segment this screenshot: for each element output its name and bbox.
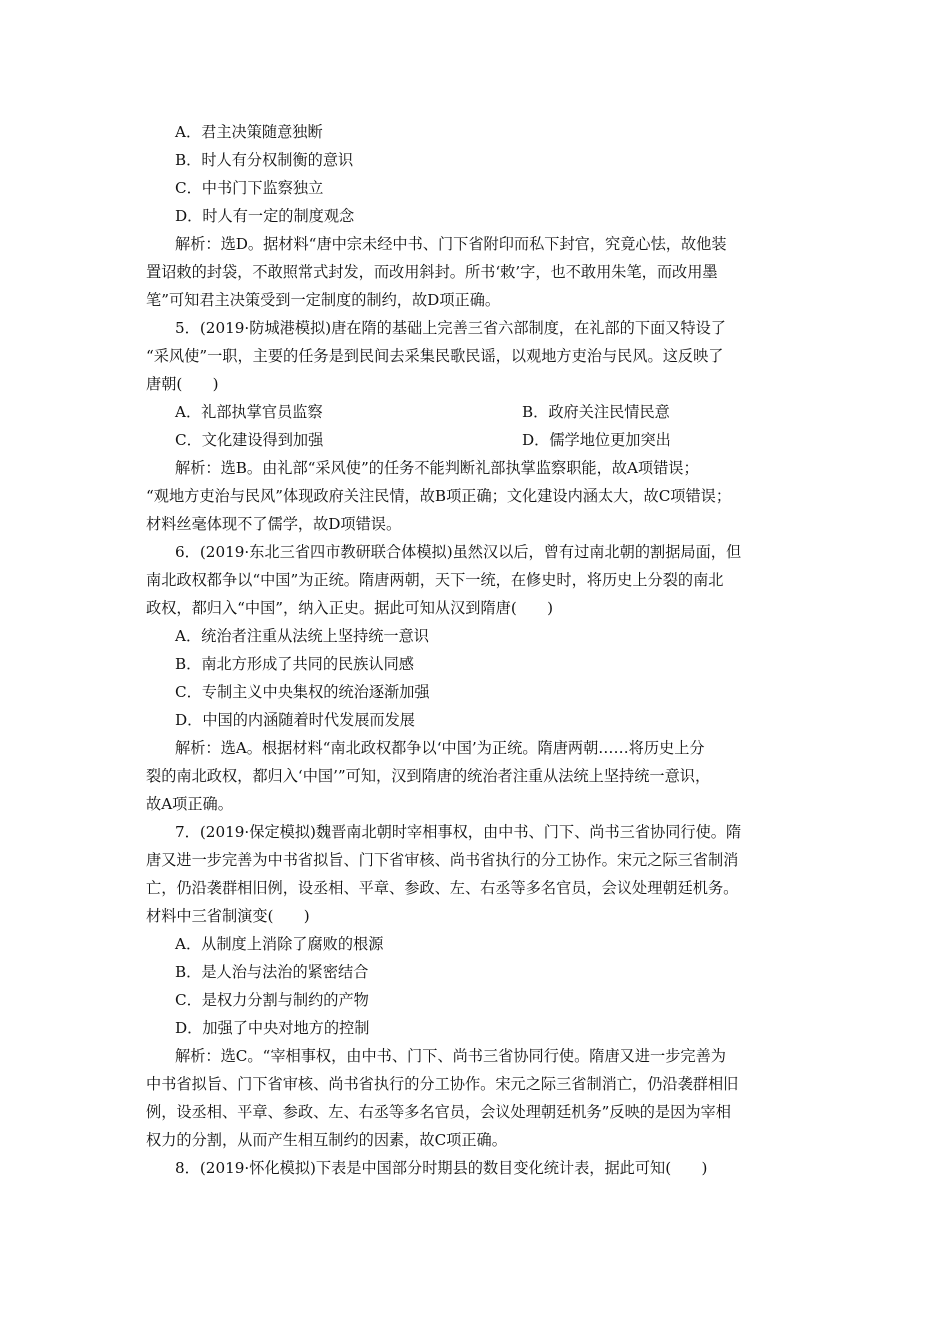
option-text: D．儒学地位更加突出 — [522, 431, 671, 449]
paragraph-line: 8．(2019·怀化模拟)下表是中国部分时期县的数目变化统计表，据此可知( ) — [175, 1159, 708, 1177]
option-text: C．专制主义中央集权的统治逐渐加强 — [175, 683, 430, 701]
option-row — [146, 398, 806, 426]
option-text: A．统治者注重从法统上坚持统一意识 — [175, 627, 429, 645]
paragraph-line: 中书省拟旨、门下省审核、尚书省执行的分工协作。宋元之际三省制消亡，仍沿袭群相旧 — [146, 1075, 739, 1093]
paragraph-line: 解析：选B。由礼部“采风使”的任务不能判断礼部执掌监察职能，故A项错误； — [175, 459, 699, 477]
paragraph-line: “观地方吏治与民风”体现政府关注民情，故B项正确；文化建设内涵太大，故C项错误； — [146, 487, 732, 505]
paragraph-line: 笔”可知君主决策受到一定制度的制约，故D项正确。 — [146, 291, 501, 309]
paragraph-line: 亡，仍沿袭群相旧例，设丞相、平章、参政、左、右丞等多名官员，会议处理朝廷机务。 — [146, 879, 739, 897]
option-text: A．礼部执掌官员监察 — [175, 403, 323, 421]
paragraph-line: 材料中三省制演变( ) — [146, 907, 310, 925]
paragraph-line: 解析：选A。根据材料“南北政权都争以‘中国’为正统。隋唐两朝……将历史上分 — [175, 739, 705, 757]
paragraph-line: 解析：选D。据材料“唐中宗未经中书、门下省附印而私下封官，究竟心怯，故他装 — [175, 235, 727, 253]
paragraph-line: 7．(2019·保定模拟)魏晋南北朝时宰相事权，由中书、门下、尚书三省协同行使。隋 — [175, 823, 742, 841]
option-text: C．文化建设得到加强 — [175, 431, 324, 449]
option-text: D．时人有一定的制度观念 — [175, 207, 355, 225]
paragraph-line: 唐朝( ) — [146, 375, 219, 393]
document-page — [146, 118, 806, 1182]
option-text: B．时人有分权制衡的意识 — [175, 151, 354, 169]
option-text: A．从制度上消除了腐败的根源 — [175, 935, 384, 953]
option-text: B．是人治与法治的紧密结合 — [175, 963, 369, 981]
paragraph-line: 政权，都归入“中国”，纳入正史。据此可知从汉到隋唐( ) — [146, 599, 554, 617]
paragraph-line: 南北政权都争以“中国”为正统。隋唐两朝，天下一统，在修史时，将历史上分裂的南北 — [146, 571, 724, 589]
paragraph-line: 材料丝毫体现不了儒学，故D项错误。 — [146, 515, 402, 533]
option-text: C．是权力分割与制约的产物 — [175, 991, 369, 1009]
option-text: B．南北方形成了共同的民族认同感 — [175, 655, 414, 673]
paragraph-line: 5．(2019·防城港模拟)唐在隋的基础上完善三省六部制度，在礼部的下面又特设了 — [175, 319, 726, 337]
option-text: D．加强了中央对地方的控制 — [175, 1019, 370, 1037]
paragraph-line: 唐又进一步完善为中书省拟旨、门下省审核、尚书省执行的分工协作。宋元之际三省制消 — [146, 851, 739, 869]
paragraph-line: 例，设丞相、平章、参政、左、右丞等多名官员，会议处理朝廷机务”反映的是因为宰相 — [146, 1103, 731, 1121]
option-text: C．中书门下监察独立 — [175, 179, 324, 197]
option-text: D．中国的内涵随着时代发展而发展 — [175, 711, 415, 729]
paragraph-line: 权力的分割，从而产生相互制约的因素，故C项正确。 — [146, 1131, 507, 1149]
option-text: B．政府关注民情民意 — [522, 403, 670, 421]
paragraph-line: 解析：选C。“宰相事权，由中书、门下、尚书三省协同行使。隋唐又进一步完善为 — [175, 1047, 726, 1065]
paragraph-line: 6．(2019·东北三省四市教研联合体模拟)虽然汉以后，曾有过南北朝的割据局面，但 — [175, 543, 742, 561]
paragraph-line: 置诏敕的封袋，不敢照常式封发，而改用斜封。所书‘敕’字，也不敢用朱笔，而改用墨 — [146, 263, 718, 281]
paragraph-line: 裂的南北政权，都归入‘中国’”可知，汉到隋唐的统治者注重从法统上坚持统一意识， — [146, 767, 711, 785]
option-row — [146, 426, 806, 454]
paragraph-line: “采风使”一职，主要的任务是到民间去采集民歌民谣，以观地方吏治与民风。这反映了 — [146, 347, 724, 365]
option-text: A．君主决策随意独断 — [175, 123, 323, 141]
paragraph-line: 故A项正确。 — [146, 795, 233, 813]
